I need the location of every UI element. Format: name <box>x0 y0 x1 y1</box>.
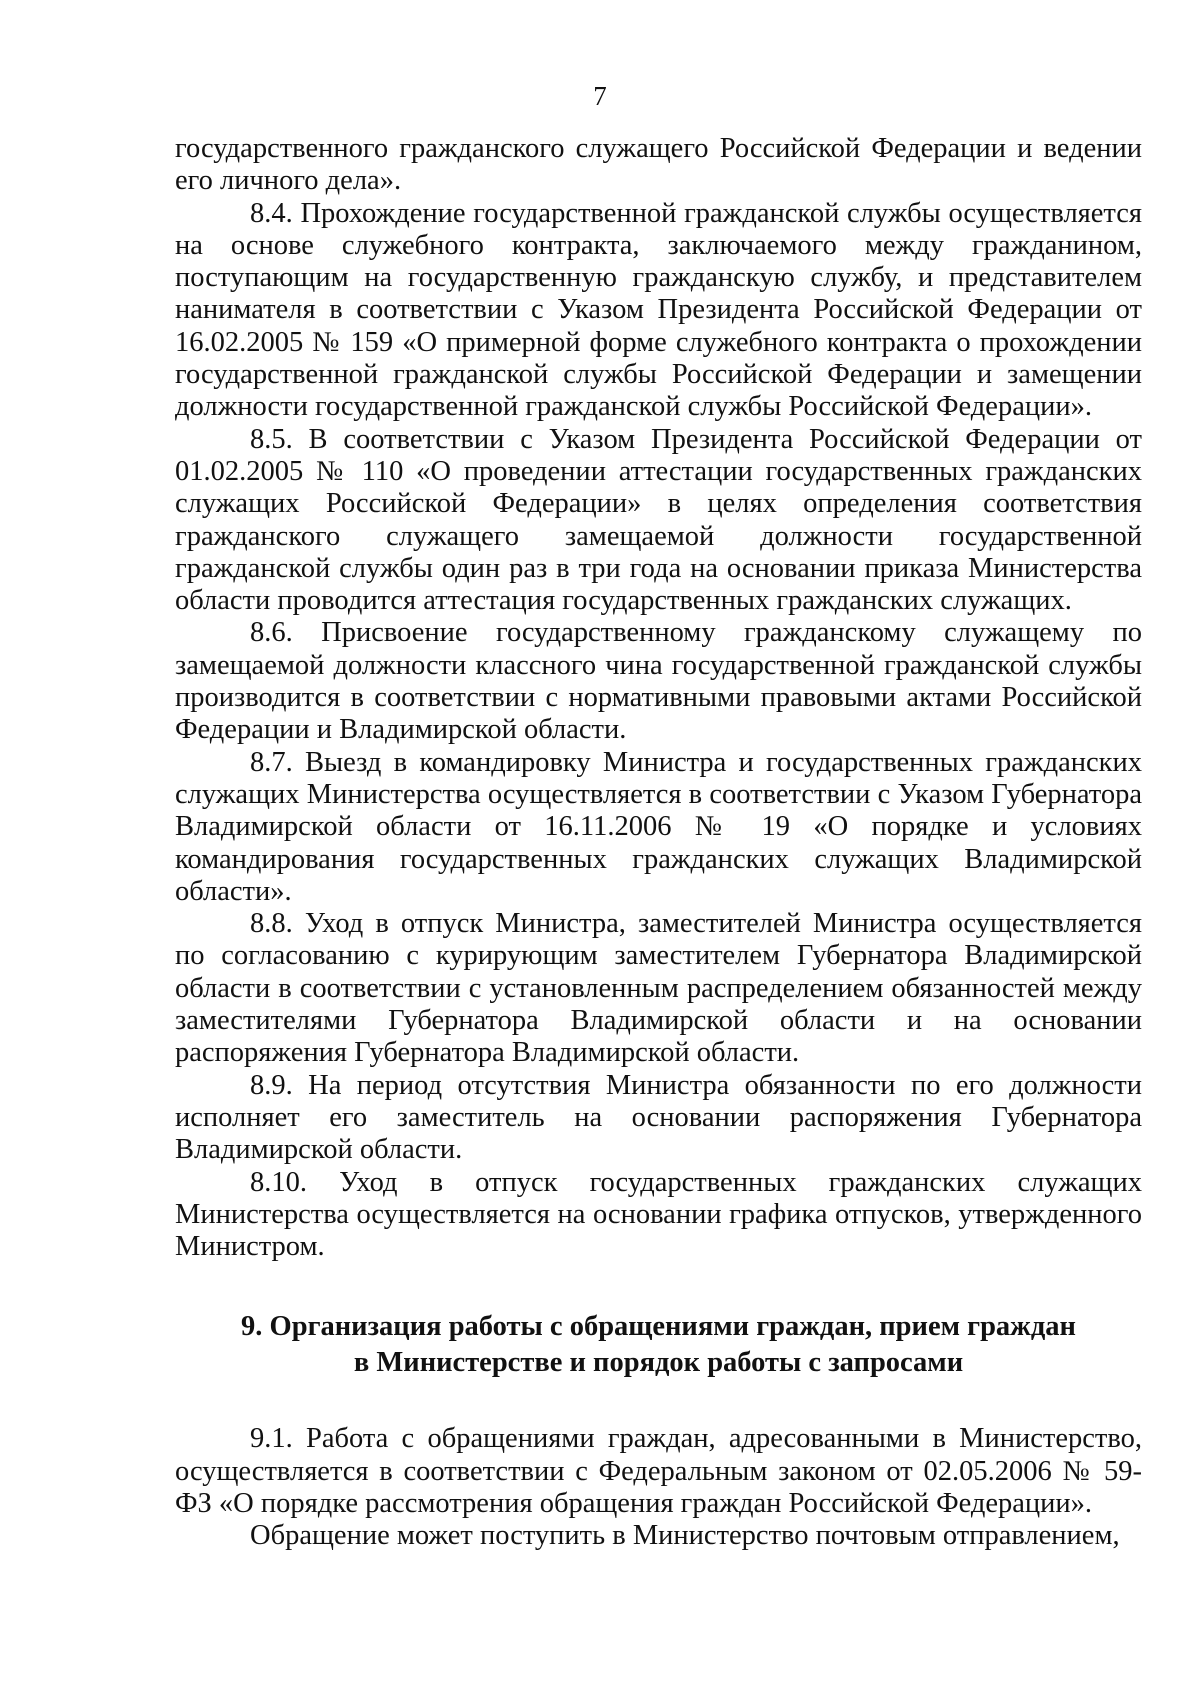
paragraph-8-6: 8.6. Присвоение государственному гражданскому служащему по замещаемой должности классного чина государственной гражданской службы производится в соответствии с нормативными правовыми актами Российской Федерации и Владимирской области. <box>175 617 1142 746</box>
paragraph-8-9: 8.9. На период отсутствия Министра обязанности по его должности исполняет его заместитель на основании распоряжения Губернатора Владимирской области. <box>175 1069 1142 1166</box>
paragraph-8-10: 8.10. Уход в отпуск государственных гражданских служащих Министерства осуществляется на основании графика отпусков, утвержденного Министром. <box>175 1166 1142 1263</box>
page-number: 7 <box>593 81 607 111</box>
paragraph-8-4: 8.4. Прохождение государственной гражданской службы осуществляется на основе служебного контракта, заключаемого между гражданином, поступающим на государственную гражданскую службу, и представителем нанимателя в соответствии с Указом Президента Российской Федерации от 16.02.2005 № 159 «О примерной форме служебного контракта о прохождении государственной гражданской службы Российской Федерации и замещении должности государственной гражданской службы Российской Федерации». <box>175 197 1142 423</box>
paragraph-8-7: 8.7. Выезд в командировку Министра и государственных гражданских служащих Министерства осуществляется в соответствии с Указом Губернатора Владимирской области от 16.11.2006 № 19 «О порядке и условиях командирования государственных гражданских служащих Владимирской области». <box>175 746 1142 907</box>
document-body <box>175 133 1142 1553</box>
paragraph-9-1: 9.1. Работа с обращениями граждан, адресованными в Министерство, осуществляется в соответствии с Федеральным законом от 02.05.2006 № 59-ФЗ «О порядке рассмотрения обращения граждан Российской Федерации». <box>175 1423 1142 1519</box>
section-heading <box>175 1309 1142 1381</box>
section-heading-line-2: в Министерстве и порядок работы с запросами <box>353 1347 964 1379</box>
section-heading-line-1: 9. Организация работы с обращениями граждан, прием граждан <box>241 1311 1076 1343</box>
paragraph-obrashchenie: Обращение может поступить в Министерство почтовым отправлением, <box>250 1520 1120 1552</box>
paragraph-8-8: 8.8. Уход в отпуск Министра, заместителей Министра осуществляется по согласованию с курирующим заместителем Губернатора Владимирской области в соответствии с установленным распределением обязанностей между заместителями Губернатора Владимирской области и на основании распоряжения Губернатора Владимирской области. <box>175 908 1142 1069</box>
paragraph-8-5: 8.5. В соответствии с Указом Президента Российской Федерации от 01.02.2005 № 110 «О проведении аттестации государственных гражданских служащих Российской Федерации» в целях определения соответствия гражданского служащего замещаемой должности государственной гражданской службы один раз в три года на основании приказа Министерства области проводится аттестация государственных гражданских служащих. <box>175 423 1142 617</box>
paragraph-continuation: государственного гражданского служащего Российской Федерации и ведении его личного дела». <box>175 133 1142 197</box>
